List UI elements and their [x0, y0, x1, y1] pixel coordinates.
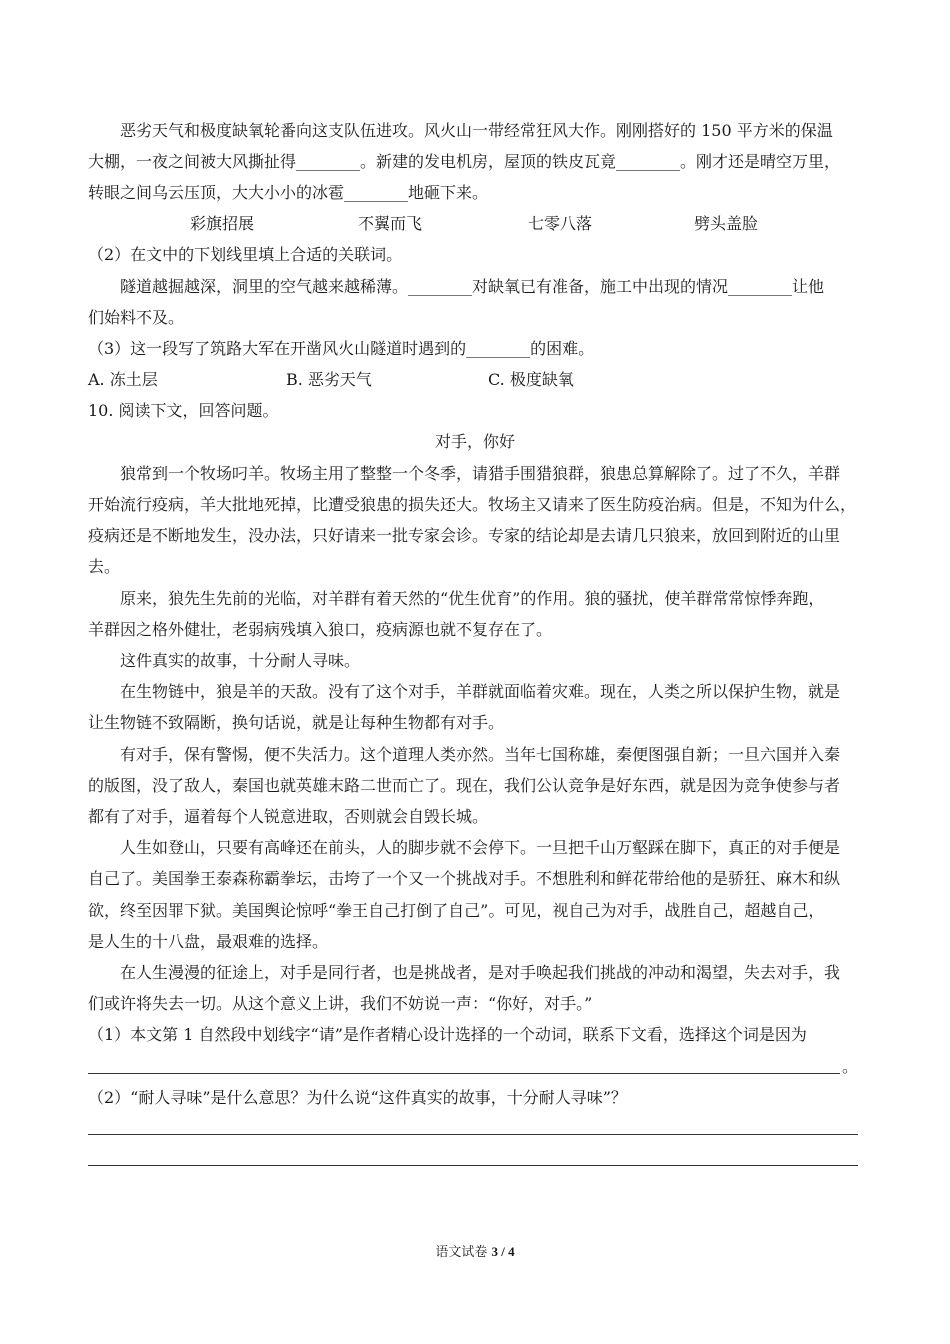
- sub-question-2: （2）“耐人寻味”是什么意思？为什么说“这件真实的故事，十分耐人寻味”？: [88, 1088, 627, 1107]
- page-footer: [0, 1244, 950, 1261]
- passage-line: 转眼之间乌云压顶，大大小小的冰雹________地砸下来。: [88, 183, 489, 202]
- article-line: 人生如登山，只要有高峰还在前头，人的脚步就不会停下。一旦把千山万壑踩在脚下，真正的对手便是: [120, 838, 841, 857]
- sentence-end: 。: [842, 1057, 859, 1076]
- article-line: 疫病还是不断地发生，没办法，只好请来一批专家会诊。专家的结论却是去请几只狼来，放回到附近的山里: [88, 526, 841, 545]
- word-option: 彩旗招展: [190, 214, 255, 233]
- article-title: 对手，你好: [434, 432, 515, 451]
- article-line: 们或许将失去一切。从这个意义上讲，我们不妨说一声：“你好，对手。”: [88, 994, 593, 1013]
- question-line: 们始料不及。: [88, 308, 185, 327]
- article-line: 的版图，没了敌人，秦国也就英雄末路二世而亡了。现在，我们公认竞争是好东西，就是因为竞争使参与者: [88, 776, 841, 795]
- word-option: 七零八落: [528, 214, 593, 233]
- sub-question-1: （1）本文第 1 自然段中划线字“请”是作者精心设计选择的一个动词，联系下文看，选择这个词是因为: [88, 1025, 807, 1044]
- article-line: 有对手，保有警惕，便不失活力。这个道理人类亦然。当年七国称雄，秦便图强自新；一旦六国并入秦: [120, 745, 841, 764]
- word-option: 不翼而飞: [358, 214, 423, 233]
- article-line: 原来，狼先生先前的光临，对羊群有着天然的“优生优育”的作用。狼的骚扰，使羊群常常惊悸奔跑，: [120, 589, 825, 608]
- article-line: 狼常到一个牧场叼羊。牧场主用了整整一个冬季，请猎手围猎狼群，狼患总算解除了。过了不久，羊群: [120, 464, 841, 483]
- question-stem: （2）在文中的下划线里填上合适的关联词。: [88, 245, 403, 264]
- article-line: 去。: [88, 557, 121, 576]
- question-line: 隧道越掘越深，洞里的空气越来越稀薄。________对缺氧已有准备，施工中出现的情况________让他: [120, 277, 825, 296]
- question-stem: 10. 阅读下文，回答问题。: [88, 401, 279, 420]
- choice-c: C. 极度缺氧: [488, 370, 574, 389]
- answer-line[interactable]: [88, 1073, 840, 1074]
- article-line: 让生物链不致隔断，换句话说，就是让每种生物都有对手。: [88, 713, 505, 732]
- answer-line[interactable]: [88, 1134, 858, 1135]
- footer-label: 语文试卷: [435, 1245, 488, 1260]
- question-stem: （3）这一段写了筑路大军在开凿风火山隧道时遇到的________的困难。: [88, 339, 595, 358]
- article-line: 羊群因之格外健壮，老弱病残填入狼口，疫病源也就不复存在了。: [88, 620, 553, 639]
- word-option: 劈头盖脸: [694, 214, 759, 233]
- choice-a: A. 冻土层: [88, 370, 158, 389]
- passage-line: 大棚，一夜之间被大风撕扯得________。新建的发电机房，屋顶的铁皮瓦竟________。刚才还是晴空万里，: [88, 152, 841, 171]
- article-line: 欲，终至因罪下狱。美国舆论惊呼“拳王自己打倒了自己”。可见，视自己为对手，战胜自己，超越自己，: [88, 901, 825, 920]
- page-number: 3 / 4: [491, 1244, 515, 1259]
- article-line: 在人生漫漫的征途上，对手是同行者，也是挑战者，是对手唤起我们挑战的冲动和渴望，失去对手，我: [120, 963, 841, 982]
- article-line: 这件真实的故事，十分耐人寻味。: [120, 651, 361, 670]
- passage-line: 恶劣天气和极度缺氧轮番向这支队伍进攻。风火山一带经常狂风大作。刚刚搭好的 150 平方米的保温: [120, 121, 833, 140]
- article-line: 开始流行疫病，羊大批地死掉，比遭受狼患的损失还大。牧场主又请来了医生防疫治病。但是，不知为什么，: [88, 495, 857, 514]
- word-options: [88, 214, 868, 234]
- article-line: 是人生的十八盘，最艰难的选择。: [88, 932, 329, 951]
- article-line: 在生物链中，狼是羊的天敌。没有了这个对手，羊群就面临着灾难。现在，人类之所以保护生物，就是: [120, 682, 841, 701]
- article-line: 自己了。美国拳王泰森称霸拳坛，击垮了一个又一个挑战对手。不想胜利和鲜花带给他的是骄狂、麻木和纵: [88, 869, 841, 888]
- answer-line[interactable]: [88, 1165, 858, 1166]
- choice-list: [88, 370, 868, 390]
- choice-b: B. 恶劣天气: [286, 370, 372, 389]
- article-line: 都有了对手，逼着每个人锐意进取，否则就会自毁长城。: [88, 807, 489, 826]
